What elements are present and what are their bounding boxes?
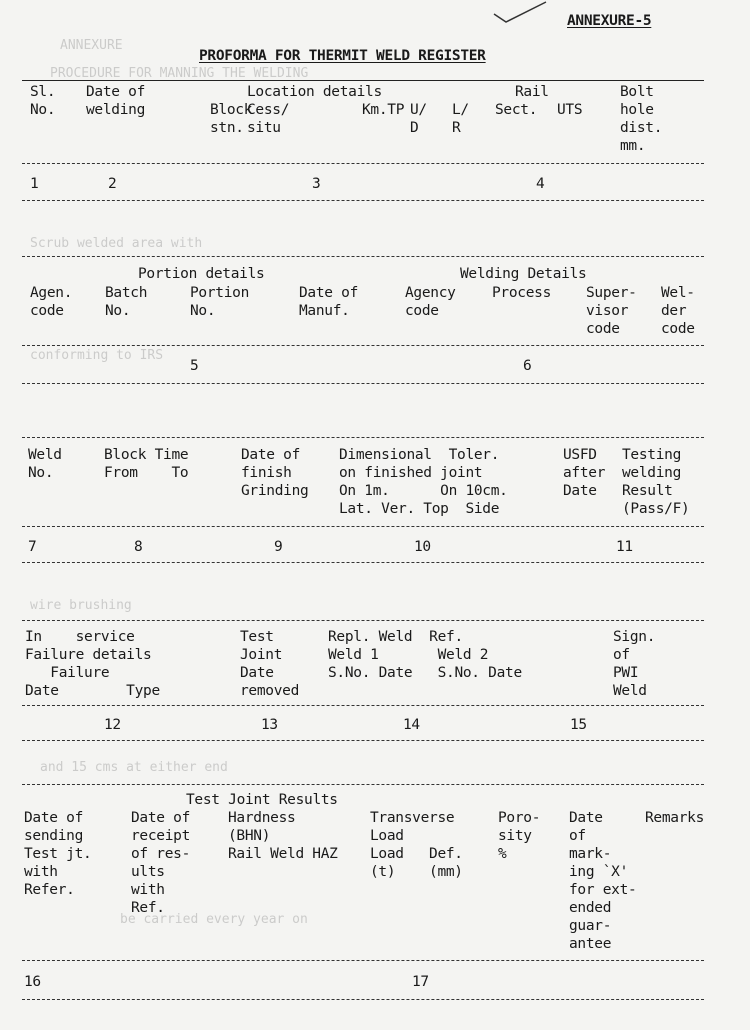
divider <box>22 705 704 706</box>
divider <box>22 383 704 384</box>
header-welding-details: Welding Details <box>460 266 587 282</box>
annexure-label: ANNEXURE-5 <box>567 13 652 29</box>
col-number-11: 11 <box>616 539 633 555</box>
divider <box>22 345 704 346</box>
header-process: Process <box>492 285 552 301</box>
divider <box>22 784 704 785</box>
divider <box>22 437 704 438</box>
header-testing: Testing welding Result (Pass/F) <box>622 447 690 517</box>
divider <box>22 999 704 1000</box>
col-number-1: 1 <box>30 176 39 192</box>
header-date-of-welding: Date of welding <box>86 84 146 118</box>
header-portion-details: Portion details <box>138 266 265 282</box>
col-number-4: 4 <box>536 176 545 192</box>
header-block-stn: Block stn. <box>210 102 253 136</box>
header-date-of-sending: Date of sending Test jt. with Refer. <box>24 810 92 898</box>
header-test-joint-date: Test Joint Date removed <box>240 629 300 699</box>
divider <box>22 200 704 201</box>
header-rail: Rail <box>515 84 549 100</box>
header-porosity: Poro- sity % <box>498 810 541 862</box>
col-number-5: 5 <box>190 358 199 374</box>
header-in-service-failure: In service Failure details Failure Date Type <box>25 629 160 699</box>
col-number-3: 3 <box>312 176 321 192</box>
header-weld-no: Weld No. <box>28 447 62 481</box>
header-supervisor-code: Super- visor code <box>586 285 637 337</box>
header-agen-code: Agen. code <box>30 285 73 319</box>
divider <box>22 256 704 257</box>
header-l-r: L/ R <box>452 102 469 136</box>
header-location-details: Location details <box>247 84 382 100</box>
col-number-2: 2 <box>108 176 117 192</box>
header-date-of-receipt: Date of receipt of res- ults with Ref. <box>131 810 191 916</box>
col-number-13: 13 <box>261 717 278 733</box>
header-hardness: Hardness (BHN) Rail Weld HAZ <box>228 810 338 862</box>
col-number-6: 6 <box>523 358 532 374</box>
header-repl-weld: Repl. Weld Ref. Weld 1 Weld 2 S.No. Date S.No. Date <box>328 629 522 681</box>
header-sign-pwi: Sign. of PWI Weld <box>613 629 656 699</box>
bleed-through-text: conforming to IRS <box>30 348 164 363</box>
bleed-through-text: wire brushing <box>30 598 132 613</box>
page-title: PROFORMA FOR THERMIT WELD REGISTER <box>199 48 486 64</box>
header-sect: Sect. <box>495 102 538 118</box>
header-cess-situ: Cess/ situ <box>247 102 290 136</box>
divider <box>22 740 704 741</box>
bleed-through-text: PROCEDURE FOR MANNING THE WELDING <box>50 66 309 81</box>
header-u-d: U/ D <box>410 102 427 136</box>
bleed-through-text: and 15 cms at either end <box>40 760 228 775</box>
header-block-time: Block Time From To <box>104 447 189 481</box>
col-number-10: 10 <box>414 539 431 555</box>
divider <box>22 526 704 527</box>
bleed-through-text: be carried every year on <box>120 912 308 927</box>
divider <box>22 960 704 961</box>
header-date-of-manuf: Date of Manuf. <box>299 285 359 319</box>
divider <box>22 620 704 621</box>
header-uts: UTS <box>557 102 583 118</box>
header-date-of-finish: Date of finish Grinding <box>241 447 309 499</box>
divider <box>22 163 704 164</box>
header-transverse-load: Transverse Load Load Def. (t) (mm) <box>370 810 463 880</box>
header-remarks: Remarks <box>645 810 705 826</box>
col-number-12: 12 <box>104 717 121 733</box>
divider <box>22 562 704 563</box>
col-number-17: 17 <box>412 974 429 990</box>
header-welder-code: Wel- der code <box>661 285 695 337</box>
header-agency-code: Agency code <box>405 285 456 319</box>
col-number-16: 16 <box>24 974 41 990</box>
header-dimensional-tolerance: Dimensional Toler. on finished joint On 1m. On 10cm. Lat. Ver. Top Side <box>339 447 508 517</box>
header-batch-no: Batch No. <box>105 285 148 319</box>
header-bolt-hole: Bolt hole dist. mm. <box>620 84 663 154</box>
title-rule <box>22 80 704 81</box>
header-sl-no: Sl. No. <box>30 84 56 118</box>
check-mark-icon <box>490 0 550 26</box>
header-test-joint-results: Test Joint Results <box>186 792 338 808</box>
col-number-15: 15 <box>570 717 587 733</box>
col-number-8: 8 <box>134 539 143 555</box>
col-number-9: 9 <box>274 539 283 555</box>
col-number-14: 14 <box>403 717 420 733</box>
header-date-of-marking: Date of mark- ing `X' for ext- ended guar- antee <box>569 810 637 952</box>
header-km-tp: Km.TP <box>362 102 405 118</box>
col-number-7: 7 <box>28 539 37 555</box>
bleed-through-text: Scrub welded area with <box>30 236 203 251</box>
header-portion-no: Portion No. <box>190 285 250 319</box>
header-usfd: USFD after Date <box>563 447 606 499</box>
bleed-through-text: ANNEXURE <box>60 38 123 53</box>
